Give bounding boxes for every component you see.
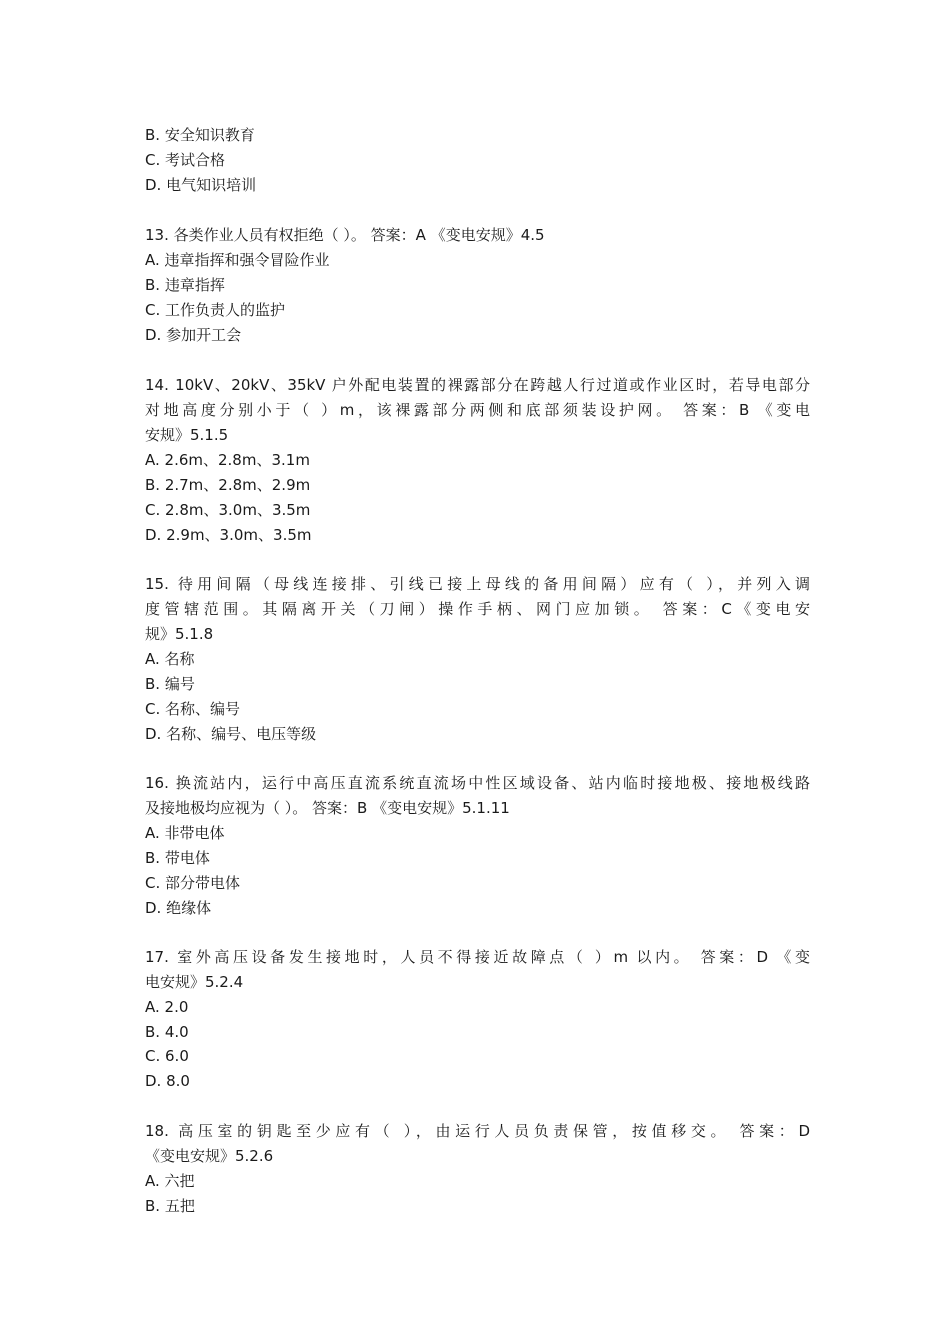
option-17-b: B. 4.0 bbox=[145, 1023, 189, 1041]
question-15-line-3: 规》5.1.8 bbox=[145, 625, 214, 643]
question-14-line-2: 对地高度分别小于（ ）m，该裸露部分两侧和底部须装设护网。 答案：B 《变电 bbox=[145, 401, 810, 419]
question-16-line-1: 16. 换流站内，运行中高压直流系统直流场中性区域设备、站内临时接地极、接地极线路 bbox=[145, 774, 810, 792]
option-12-d: D. 电气知识培训 bbox=[145, 176, 257, 194]
option-12-b: B. 安全知识教育 bbox=[145, 126, 255, 144]
option-14-a: A. 2.6m、2.8m、3.1m bbox=[145, 451, 310, 469]
option-17-c: C. 6.0 bbox=[145, 1047, 189, 1065]
option-17-a: A. 2.0 bbox=[145, 998, 189, 1016]
question-18-line-1: 18. 高压室的钥匙至少应有（ ），由运行人员负责保管，按值移交。 答案：D bbox=[145, 1122, 810, 1140]
option-14-c: C. 2.8m、3.0m、3.5m bbox=[145, 501, 311, 519]
question-17-line-1: 17. 室外高压设备发生接地时，人员不得接近故障点（ ）m 以内。 答案：D 《变 bbox=[145, 948, 810, 966]
question-15-line-1: 15. 待用间隔（母线连接排、引线已接上母线的备用间隔）应有（ ），并列入调 bbox=[145, 575, 810, 593]
option-16-a: A. 非带电体 bbox=[145, 824, 225, 842]
option-16-d: D. 绝缘体 bbox=[145, 899, 212, 917]
option-15-a: A. 名称 bbox=[145, 650, 195, 668]
question-16-line-2: 及接地极均应视为（ ）。 答案：B 《变电安规》5.1.11 bbox=[145, 799, 510, 817]
question-17-line-2: 电安规》5.2.4 bbox=[145, 973, 244, 991]
option-15-d: D. 名称、编号、电压等级 bbox=[145, 725, 317, 743]
question-14-line-1: 14. 10kV、20kV、35kV 户外配电装置的裸露部分在跨越人行过道或作业区时，若导电部分 bbox=[145, 376, 810, 394]
question-18-line-2: 《变电安规》5.2.6 bbox=[145, 1147, 274, 1165]
option-18-b: B. 五把 bbox=[145, 1197, 195, 1215]
option-14-b: B. 2.7m、2.8m、2.9m bbox=[145, 476, 311, 494]
option-13-d: D. 参加开工会 bbox=[145, 326, 242, 344]
option-12-c: C. 考试合格 bbox=[145, 151, 226, 169]
option-14-d: D. 2.9m、3.0m、3.5m bbox=[145, 526, 312, 544]
option-17-d: D. 8.0 bbox=[145, 1072, 190, 1090]
option-13-b: B. 违章指挥 bbox=[145, 276, 225, 294]
option-18-a: A. 六把 bbox=[145, 1172, 195, 1190]
option-16-b: B. 带电体 bbox=[145, 849, 210, 867]
option-15-c: C. 名称、编号 bbox=[145, 700, 241, 718]
option-13-a: A. 违章指挥和强令冒险作业 bbox=[145, 251, 330, 269]
option-15-b: B. 编号 bbox=[145, 675, 195, 693]
option-13-c: C. 工作负责人的监护 bbox=[145, 301, 286, 319]
question-15-line-2: 度管辖范围。其隔离开关（刀闸）操作手柄、网门应加锁。 答案：C《变电安 bbox=[145, 600, 810, 618]
option-16-c: C. 部分带电体 bbox=[145, 874, 241, 892]
question-14-line-3: 安规》5.1.5 bbox=[145, 426, 229, 444]
question-13: 13. 各类作业人员有权拒绝（ ）。 答案：A 《变电安规》4.5 bbox=[145, 226, 545, 244]
